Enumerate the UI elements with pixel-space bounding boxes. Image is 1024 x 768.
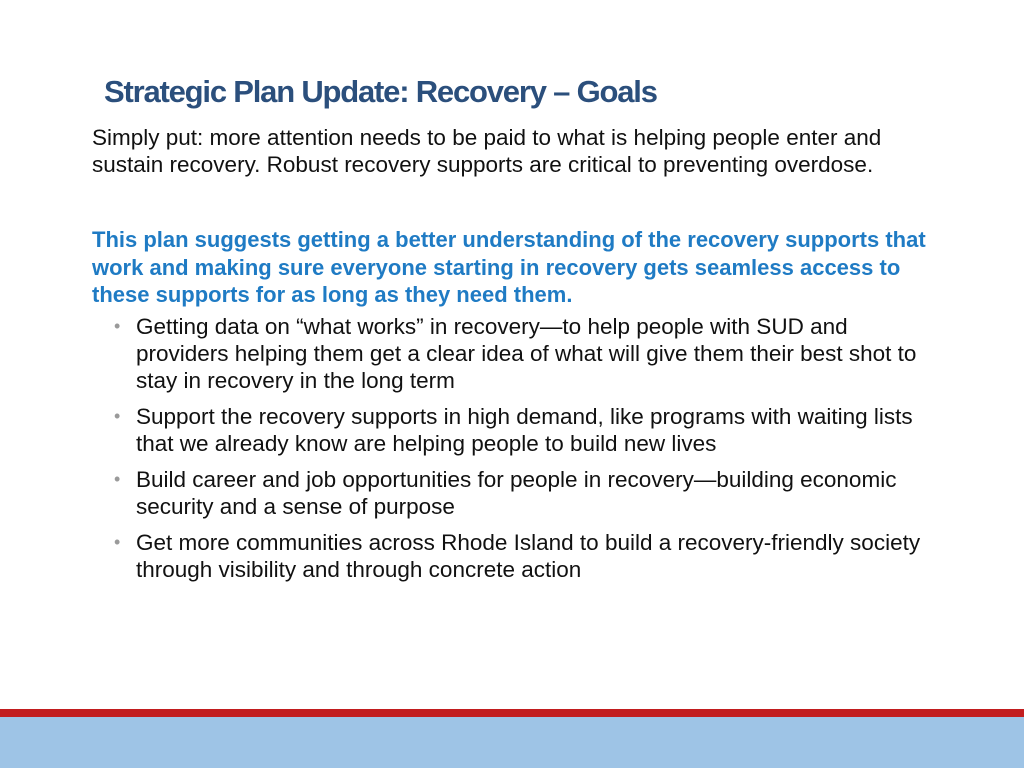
goal-item xyxy=(114,403,934,457)
bullet-dot-icon: • xyxy=(114,406,121,426)
highlight-paragraph: This plan suggests getting a better understanding of the recovery supports that work and making sure everyone starting in recovery gets seamless access to these supports for as long as they need them. xyxy=(92,227,926,307)
goal-item xyxy=(114,529,934,583)
goal-text: Support the recovery supports in high demand, like programs with waiting lists that we already know are helping people to build new lives xyxy=(136,404,913,456)
slide-title: Strategic Plan Update: Recovery – Goals xyxy=(104,74,657,109)
footer-red-stripe xyxy=(0,709,1024,717)
footer-blue-band xyxy=(0,717,1024,768)
goal-text: Get more communities across Rhode Island to build a recovery-friendly society through visibility and through concrete action xyxy=(136,530,921,582)
intro-paragraph: Simply put: more attention needs to be paid to what is helping people enter and sustain recovery. Robust recovery supports are critical to preventing overdose. xyxy=(92,125,882,177)
goal-text: Build career and job opportunities for people in recovery—building economic security and a sense of purpose xyxy=(136,467,897,519)
bullet-dot-icon: • xyxy=(114,316,121,336)
goal-item xyxy=(114,313,934,394)
goals-list xyxy=(114,313,934,592)
goal-text: Getting data on “what works” in recovery—to help people with SUD and providers helping them get a clear idea of what will give them their best shot to stay in recovery in the long term xyxy=(136,314,917,393)
bullet-dot-icon: • xyxy=(114,469,121,489)
goal-item xyxy=(114,466,934,520)
bullet-dot-icon: • xyxy=(114,532,121,552)
